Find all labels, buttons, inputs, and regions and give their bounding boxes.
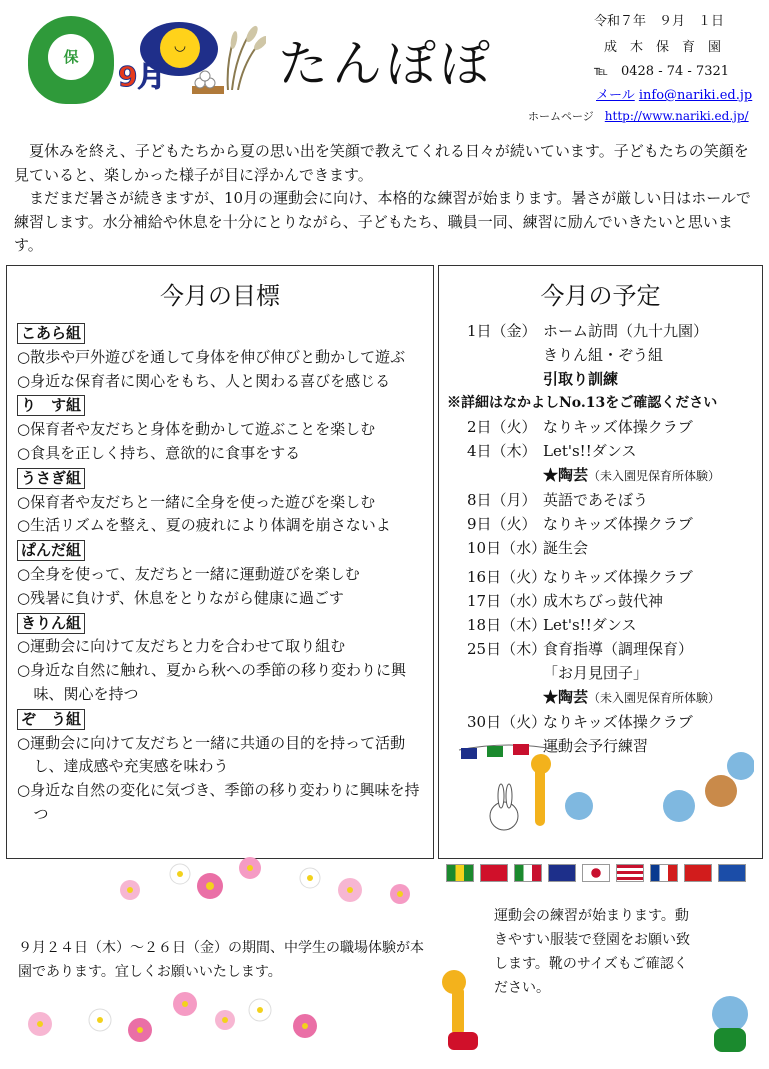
flag-icon — [548, 864, 576, 882]
schedule-title: 今月の予定 — [540, 282, 661, 310]
schedule-row: 18日（木） Let's!!ダンス — [467, 616, 637, 634]
schedule-row: ★陶芸（未入園児保育所体験） — [543, 688, 721, 706]
schedule-row: 9日（火） なりキッズ体操クラブ — [467, 515, 693, 533]
class-goals-koala — [17, 321, 423, 393]
schedule-row: 1日（金） ホーム訪問（九十九園） — [467, 322, 709, 340]
work-experience-notice: ９月２４日（木）～２６日（金）の期間、中学生の職場体験が本園であります。宜しくお願いいたします。 — [18, 940, 424, 980]
flag-icon — [650, 864, 678, 882]
schedule-row: 運動会予行練習 — [543, 737, 649, 755]
schedule-row: 4日（木） Let's!!ダンス — [467, 442, 637, 460]
intro-paragraph: 夏休みを終え、子どもたちから夏の思い出を笑顔で教えてくれる日々が続いています。子どもたちの笑顔を見ていると、楽しかった様子が目に浮かんできます。 — [14, 142, 749, 184]
intro-paragraph: まだまだ暑さが続きますが、10月の運動会に向け、本格的な練習が始まります。暑さが厳しい日はホールで練習します。水分補給や休息を十分にとりながら、子どもたち、職員一同、練習に励んでいきたいと思います。 — [14, 189, 751, 254]
mail-link[interactable]: info@nariki.ed.jp — [638, 88, 753, 103]
goal-item: ○保育者や友だちと身体を動かして遊ぶことを楽しむ — [17, 420, 376, 439]
schedule-row: 引取り訓練 — [543, 370, 619, 388]
goal-item: ○身近な保育者に関心をもち、人と関わる喜びを感じる — [17, 371, 391, 390]
schedule-row: 8日（月） 英語であそぼう — [467, 491, 649, 509]
mail-label[interactable]: メール — [596, 88, 635, 103]
goal-item: ○身近な自然に触れ、夏から秋への季節の移り変わりに興味、関心を持つ — [17, 661, 406, 703]
schedule-notice: ※詳細はなかよしNo.13をご確認ください — [447, 395, 718, 411]
class-label: きりん組 — [17, 613, 85, 634]
cosmos-flowers-top — [110, 856, 430, 916]
issue-date: 令和７年 ９月 １日 — [594, 14, 725, 29]
class-goals-panda — [17, 538, 423, 610]
flag-icon — [684, 864, 712, 882]
logo-text: 保 — [63, 48, 79, 66]
goals-list — [7, 321, 433, 827]
class-goals-kirin — [17, 611, 423, 707]
class-label: ぱんだ組 — [17, 540, 85, 561]
homepage-line — [528, 108, 749, 124]
giraffe-icon — [430, 966, 500, 1062]
flag-icon — [480, 864, 508, 882]
intro-text — [14, 140, 754, 258]
class-goals-usagi — [17, 466, 423, 538]
class-label: こあら組 — [17, 323, 85, 344]
goal-item: ○保育者や友だちと一緒に全身を使った遊びを楽しむ — [17, 492, 376, 511]
flag-icon — [616, 864, 644, 882]
mail-line — [596, 84, 752, 103]
schedule-row: ★陶芸（未入園児保育所体験） — [543, 466, 721, 484]
goal-item: ○食具を正しく持ち、意欲的に食事をする — [17, 443, 301, 462]
flag-icon — [446, 864, 474, 882]
dango-icon — [190, 70, 226, 94]
class-label: ぞ う組 — [17, 709, 85, 730]
flag-icon — [582, 864, 610, 882]
cosmos-flowers-bottom — [10, 990, 330, 1050]
goal-item: ○全身を使って、友だちと一緒に運動遊びを楽しむ — [17, 564, 360, 583]
goal-item: ○身近な自然の変化に気づき、季節の移り変わりに興味を持つ — [17, 781, 420, 823]
schedule-row: きりん組・ぞう組 — [543, 346, 664, 364]
monthly-goals-box — [6, 265, 434, 859]
class-goals-risu — [17, 393, 423, 465]
goal-item: ○生活リズムを整え、夏の疲れにより体調を崩さないよ — [17, 516, 391, 535]
goal-item: ○散歩や戸外遊びを通して身体を伸び伸びと動かして遊ぶ — [17, 347, 406, 366]
goal-item: ○運動会に向けて友だちと一緒に共通の目的を持って活動し、達成感や充実感を味わう — [17, 733, 406, 776]
schedule-row: 2日（火） なりキッズ体操クラブ — [467, 418, 693, 436]
elephant-icon — [700, 990, 760, 1060]
homepage-label: ホームページ — [528, 110, 594, 123]
flag-icon — [718, 864, 746, 882]
nursery-name: 成 木 保 育 園 — [604, 40, 722, 55]
phone-label: ℡ — [594, 64, 608, 79]
homepage-link[interactable]: http://www.nariki.ed.jp/ — [604, 109, 749, 123]
schedule-row: 16日（火） なりキッズ体操クラブ — [467, 568, 693, 586]
phone-line — [594, 60, 729, 79]
month-label: 9月 — [118, 60, 166, 93]
schedule-row: 10日（水） 誕生会 — [467, 539, 589, 557]
newsletter-title: たんぽぽ — [278, 35, 494, 93]
phone-number: 0428 - 74 - 7321 — [620, 64, 730, 79]
class-goals-zou — [17, 707, 423, 827]
goal-item: ○運動会に向けて友だちと力を合わせて取り組む — [17, 637, 346, 656]
sports-day-practice-notice: 運動会の練習が始まります。動きやすい服装で登園をお願い致します。靴のサイズもご確認ください。 — [494, 908, 690, 996]
goals-title: 今月の目標 — [160, 282, 280, 310]
monthly-schedule-box — [438, 265, 763, 859]
class-label: うさぎ組 — [17, 468, 85, 489]
schedule-list — [439, 319, 762, 758]
goal-item: ○残暑に負けず、休息をとりながら健康に過ごす — [17, 588, 344, 607]
schedule-row: 30日（火） なりキッズ体操クラブ — [467, 713, 693, 731]
schedule-row: 「お月見団子」 — [543, 664, 649, 682]
class-label: り す組 — [17, 395, 85, 416]
sports-day-illustration — [449, 736, 754, 854]
schedule-row: 25日（木） 食育指導（調理保育） — [467, 640, 694, 658]
pampas-grass-icon — [222, 24, 266, 90]
flag-icon — [514, 864, 542, 882]
schedule-row: 17日（水） 成木ちびっ鼓代神 — [467, 592, 664, 610]
flag-garland — [446, 864, 746, 882]
